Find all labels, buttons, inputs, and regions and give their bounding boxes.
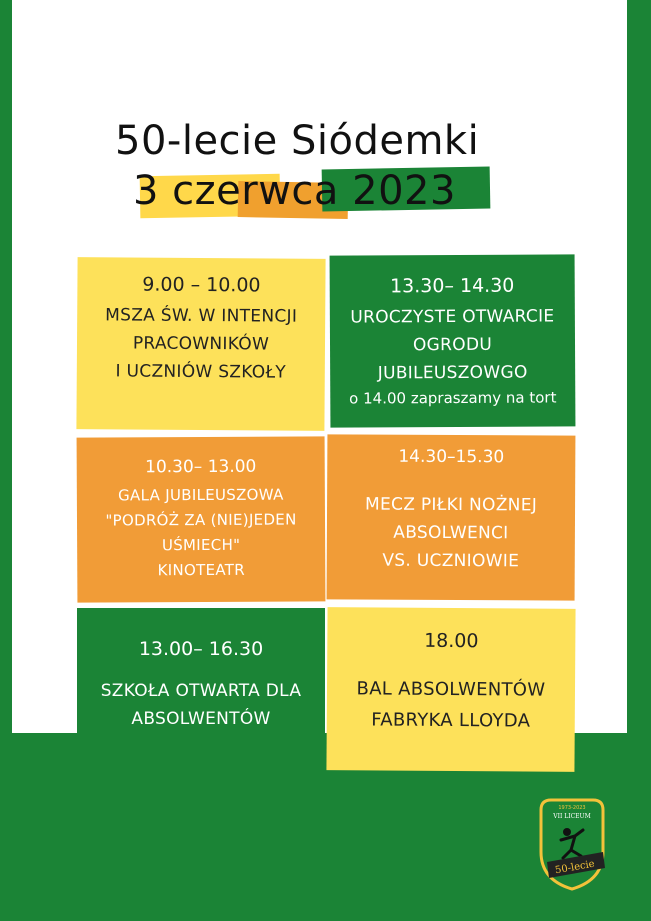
schedule-card-gala bbox=[77, 436, 326, 602]
card-line: PRACOWNIKÓW bbox=[132, 333, 270, 355]
card-line: UROCZYSTE OTWARCIE bbox=[350, 306, 555, 328]
logo-top-text: VII LICEUM bbox=[553, 813, 591, 820]
card-line: KINOTEATR bbox=[157, 560, 245, 580]
card-time: 10.30– 13.00 bbox=[145, 456, 257, 478]
card-line: BAL ABSOLWENTÓW bbox=[356, 678, 546, 701]
schedule-card-mass bbox=[76, 257, 325, 431]
card-line: VS. UCZNIOWIE bbox=[382, 550, 520, 572]
card-time: 13.30– 14.30 bbox=[389, 274, 515, 298]
card-time: 14.30–15.30 bbox=[398, 446, 505, 468]
card-time: 9.00 – 10.00 bbox=[142, 273, 261, 297]
card-line: MECZ PIŁKI NOŻNEJ bbox=[364, 494, 538, 516]
card-line: ABSOLWENCI bbox=[393, 522, 509, 544]
runner-icon-head bbox=[563, 828, 571, 836]
card-time: 13.00– 16.30 bbox=[138, 638, 264, 660]
logo-years: 1973-2023 bbox=[558, 805, 586, 811]
card-line: JUBILEUSZOWGO bbox=[377, 362, 528, 384]
title-line-1: 50-lecie Siódemki bbox=[115, 118, 480, 164]
schedule-card-open-school bbox=[77, 608, 325, 733]
card-line: OGRODU bbox=[412, 334, 493, 356]
card-note: o 14.00 zapraszamy na tort bbox=[349, 388, 557, 408]
card-line: GALA JUBILEUSZOWA bbox=[118, 485, 284, 505]
card-line: "PODRÓŻ ZA (NIE)JEDEN bbox=[105, 510, 297, 530]
card-line: ABSOLWENTÓW bbox=[131, 709, 271, 729]
school-logo bbox=[537, 796, 607, 892]
title-line-2: 3 czerwca 2023 bbox=[133, 168, 456, 214]
card-time: 18.00 bbox=[424, 629, 479, 653]
card-line: FABRYKA LLOYDA bbox=[371, 709, 531, 732]
card-line: I UCZNIÓW SZKOŁY bbox=[115, 361, 287, 383]
poster-title bbox=[0, 0, 651, 230]
card-line: SZKOŁA OTWARTA DLA bbox=[100, 681, 302, 701]
schedule-card-graduates-ball bbox=[326, 607, 575, 772]
schedule-card-football-match bbox=[327, 434, 576, 600]
card-line: UŚMIECH" bbox=[161, 535, 241, 555]
schedule-card-garden-opening bbox=[330, 254, 576, 427]
logo-badge: 50-lecie bbox=[554, 858, 596, 877]
card-line: MSZA ŚW. W INTENCJI bbox=[105, 305, 298, 327]
